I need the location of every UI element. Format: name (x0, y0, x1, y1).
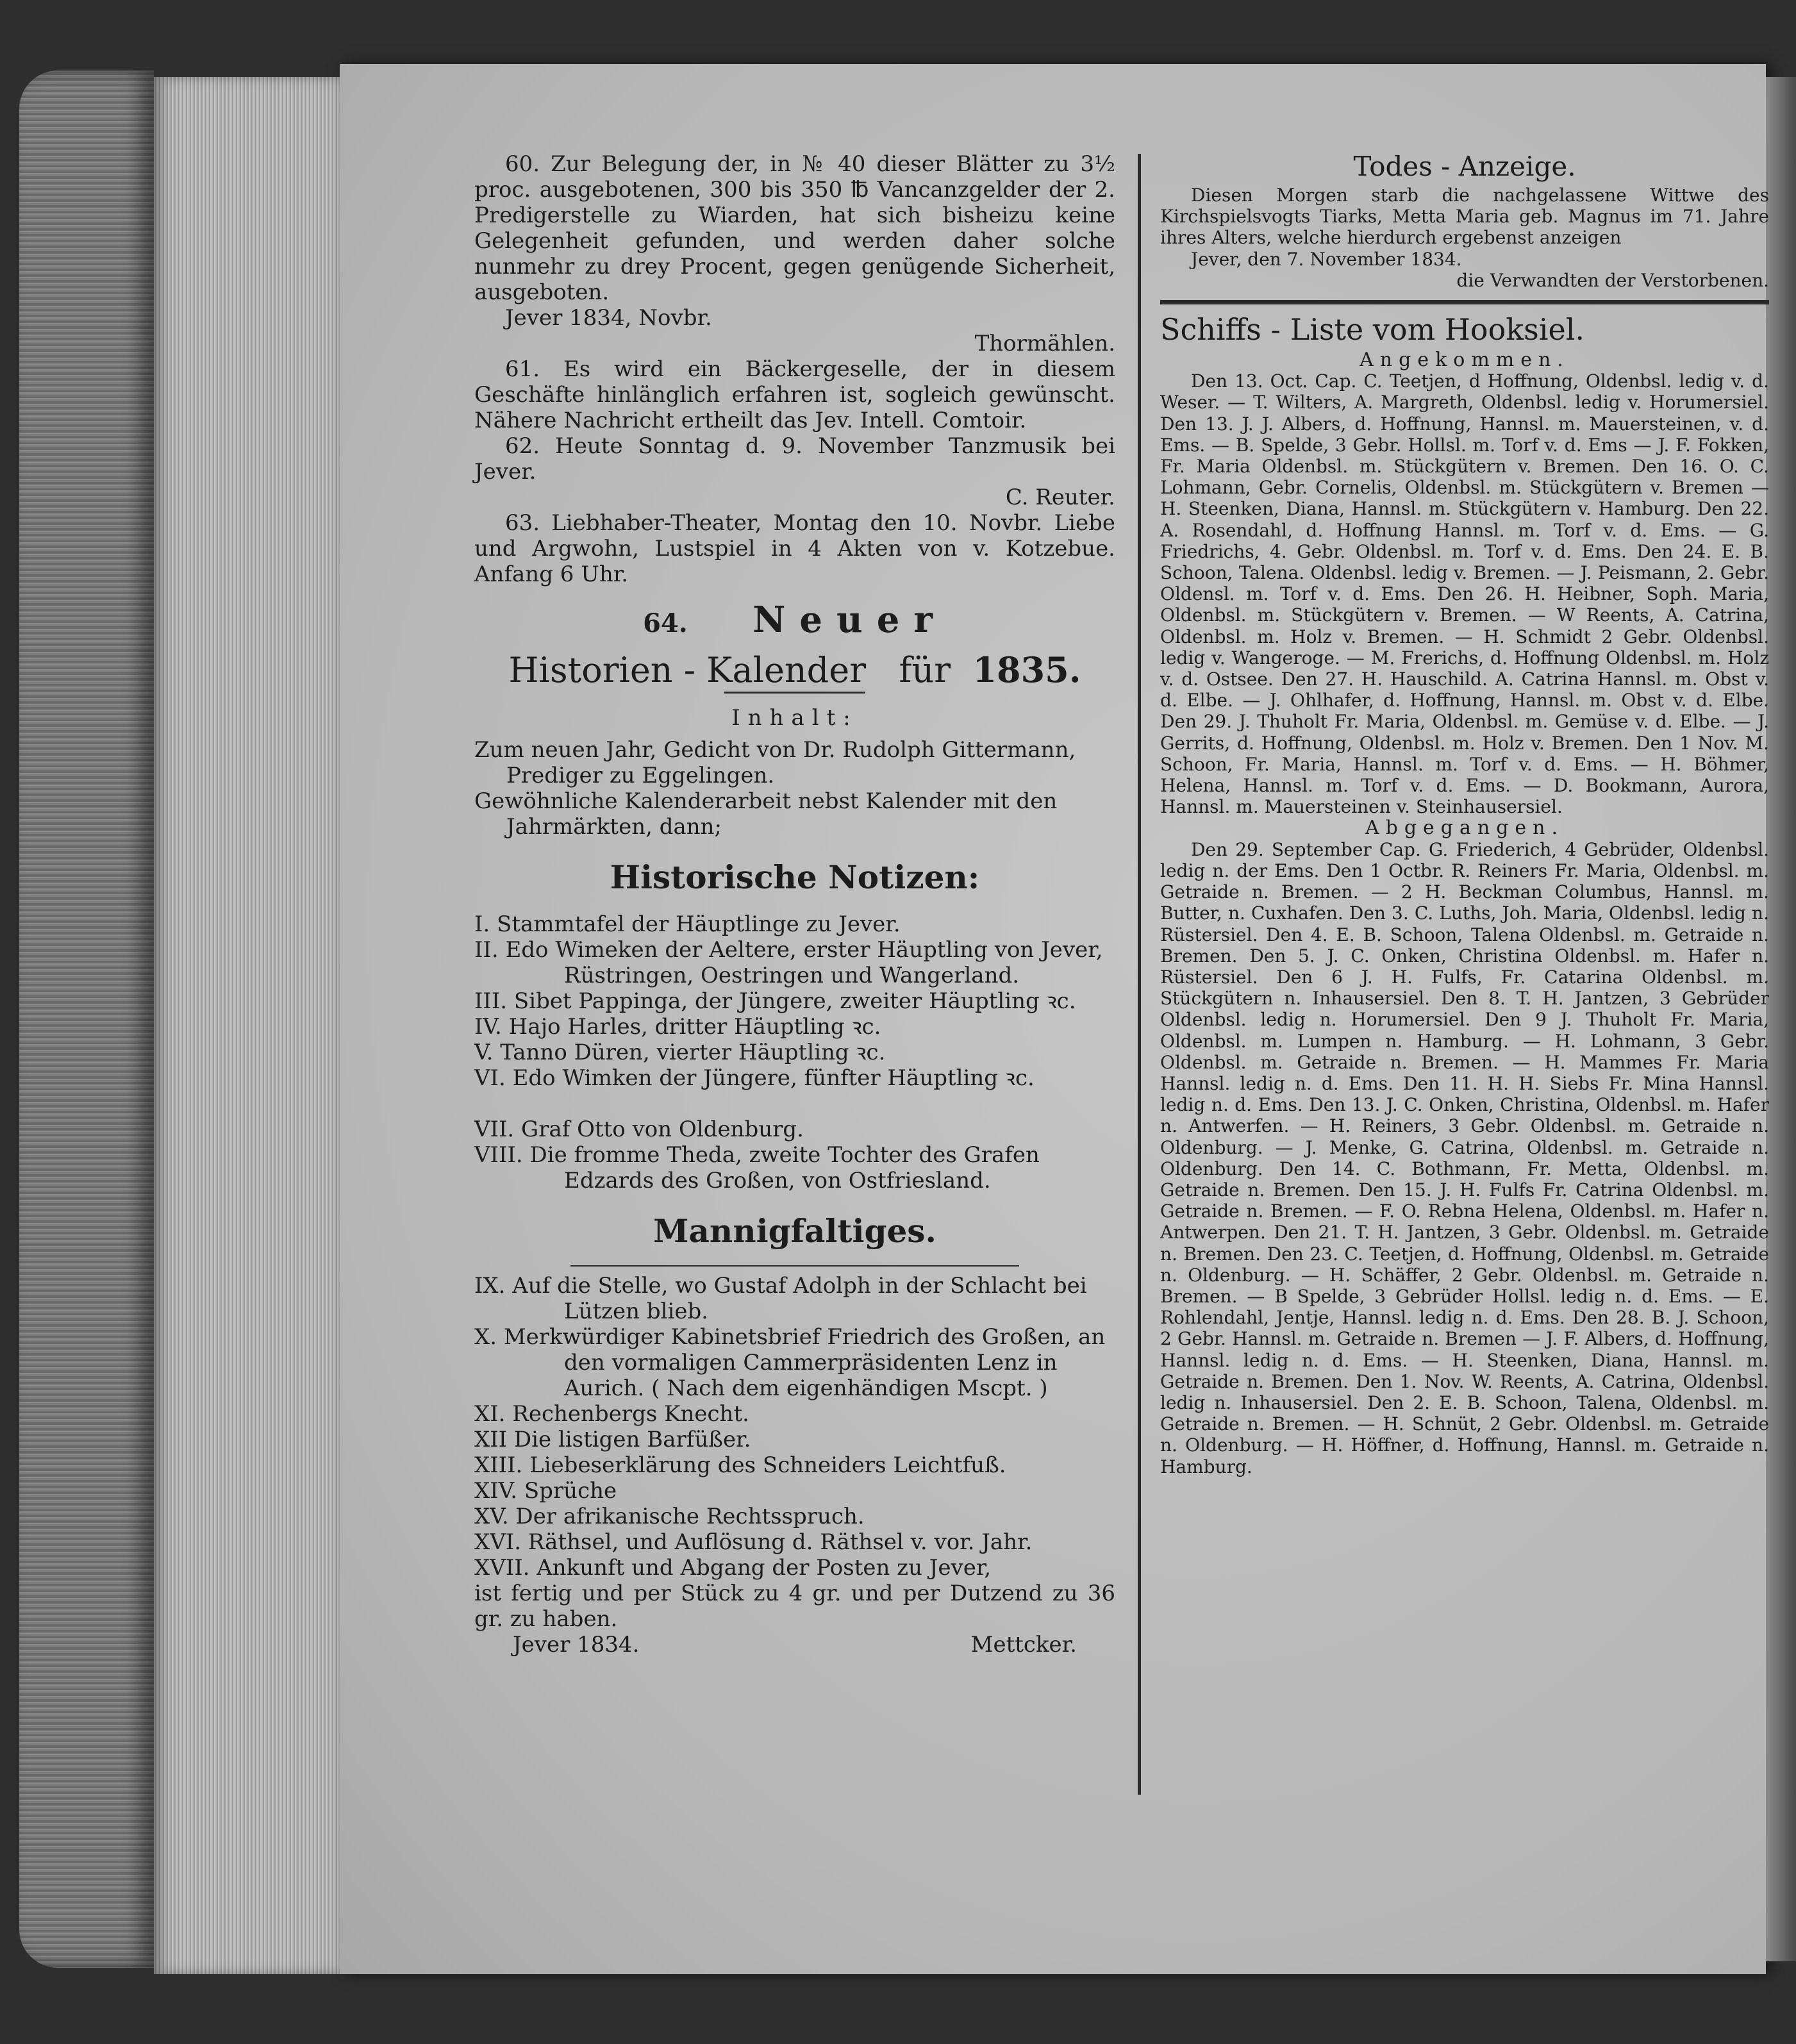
right-column (1160, 151, 1769, 1477)
closing-place: Jever 1834. (513, 1632, 640, 1658)
mannigfaltiges-item: XVII. Ankunft und Abgang der Posten zu Jever, (474, 1555, 992, 1581)
notice-64-title (474, 597, 1115, 646)
abgegangen-heading: Abgegangen. (1365, 817, 1565, 840)
abgegangen-text: Den 29. September Cap. G. Friederich, 4 Gebrüder, Oldenbsl. ledig n. der Ems. Den 1 Octbr. R. Reiners Fr. Maria, Oldenbsl. m. Getraide n. Bremen. — 2 H. Beckman Columbus, Hannsl. m. Butter, n. Cuxhafen. Den 3. C. Luths, Joh. Maria, Oldenbsl. ledig n. Rüstersiel. Den 4. E. B. Schoon, Talena Oldenbsl. m. Getraide n. Bremen. Den 5. J. C. Onken, Christina Oldenbsl. m. Hafer n. Rüstersiel. Den 6 J. H. Fulfs, Fr. Catarina Oldenbsl. m. Stückgütern n. Inhausersiel. Den 8. T. H. Jantzen, 3 Gebrüder Oldenbsl. ledig n. Horumersiel. Den 9 J. Thuholt Fr. Maria, Oldenbsl. m. Lumpen n. Hamburg. — H. Lohmann, 3 Gebr. Oldenbsl. m. Getraide n. Bremen. — H. Mammes Fr. Maria Hannsl. ledig n. d. Ems. Den 11. H. H. Siebs Fr. Mina Hannsl. ledig n. d. Ems. Den 13. J. C. Onken, Christina, Oldenbsl. m. Hafer n. Antwerfen. — H. Reiners, 3 Gebr. Oldenbsl. m. Getraide n. Oldenburg. — J. Menke, G. Catrina, Oldenbsl. m. Getraide n. Oldenburg. Den 14. C. Bothmann, Fr. Metta, Oldenbsl. m. Getraide n. Bremen. Den 15. J. H. Fulfs Fr. Catrina Oldenbsl. m. Getraide n. Bremen. — F. O. Rebna Helena, Oldenbsl. m. Hafer n. Antwerpen. Den 21. T. H. Jantzen, 3 Gebr. Oldenbsl. m. Getraide n. Bremen. Den 23. C. Teetjen, d. Hoffnung, Oldenbsl. m. Getraide n. Oldenburg. — H. Schäffer, 2 Gebr. Oldenbsl. m. Getraide n. Bremen. — B Spelde, 3 Gebrüder Hollsl. ledig n. d. Ems. — E. Rohlendahl, Jentje, Hannsl. ledig n. d. Ems. Den 28. B. J. Schoon, 2 Gebr. Hannsl. m. Getraide n. Bremen — J. F. Albers, d. Hoffnung, Hannsl. ledig n. d. Ems. — H. Steenken, Diana, Hannsl. m. Getraide n. Bremen. Den 1. Nov. W. Reents, A. Catrina, Oldenbsl. ledig n. Inhausersiel. Den 2. E. B. Schoon, Talena, Oldenbsl. m. Getraide n. Bremen. — H. Schnüt, 2 Gebr. Oldenbsl. m. Getraide n. Oldenburg. — H. Höffner, d. Hoffnung, Hannsl. m. Getraide n. Hamburg. (1160, 838, 1769, 1477)
mannigfaltiges-heading: Mannigfaltiges. (653, 1212, 936, 1250)
historische-item: V. Tanno Düren, vierter Häuptling ꝛc. (474, 1040, 886, 1065)
historische-item: VII. Graf Otto von Oldenburg. (474, 1117, 804, 1142)
mannigfaltiges-item: XII Die listigen Barfüßer. (474, 1427, 751, 1452)
closing-line (474, 1632, 1115, 1658)
historische-item: IV. Hajo Harles, dritter Häuptling ꝛc. (474, 1014, 881, 1040)
angekommen-heading: Angekommen. (1359, 349, 1570, 372)
mannigfaltiges-rule (570, 1265, 1019, 1267)
column-divider (1138, 154, 1141, 1795)
page-edges (154, 77, 340, 1974)
inhalt-item-1: Zum neuen Jahr, Gedicht von Dr. Rudolph Gittermann, Prediger zu Eggelingen. (474, 737, 1076, 788)
inhalt-item-2: Gewöhnliche Kalenderarbeit nebst Kalender mit den Jahrmärkten, dann; (474, 788, 1058, 840)
schiffs-heading: Schiffs - Liste vom Hooksiel. (1160, 312, 1585, 347)
notice-64-subtitle (474, 649, 1115, 692)
mannigfaltiges-item: IX. Auf die Stelle, wo Gustaf Adolph in der Schlacht bei Lützen blieb. (474, 1273, 1087, 1324)
todes-place: Jever, den 7. November 1834. (1191, 248, 1462, 270)
notice-64-subtitle-text: Historien - Kalender (508, 650, 867, 690)
mannigfaltiges-list (474, 1273, 1115, 1581)
inhalt-heading: Inhalt: (731, 705, 858, 731)
right-page-edge (1766, 77, 1796, 1961)
list-gap (474, 1091, 1115, 1117)
title-rule (724, 692, 865, 694)
notice-64-fuer: für (899, 650, 951, 690)
book-spine (19, 71, 154, 1968)
notice-60-signature: Thormählen. (974, 331, 1115, 356)
historische-item: I. Stammtafel der Häuptlinge zu Jever. (474, 911, 901, 937)
historische-item: VIII. Die fromme Theda, zweite Tochter des Grafen Edzards des Großen, von Ostfriesland. (474, 1142, 1040, 1193)
notice-60-place: Jever 1834, Novbr. (505, 305, 712, 331)
mannigfaltiges-item: XI. Rechenbergs Knecht. (474, 1401, 749, 1427)
mannigfaltiges-item: XIII. Liebeserklärung des Schneiders Leichtfuß. (474, 1452, 1006, 1478)
historische-list (474, 911, 1115, 1193)
mannigfaltiges-item: XV. Der afrikanische Rechtsspruch. (474, 1504, 865, 1529)
mannigfaltiges-item: XVI. Räthsel, und Auflösung d. Räthsel v. vor. Jahr. (474, 1529, 1033, 1555)
notice-62: 62. Heute Sonntag d. 9. November Tanzmusik bei Jever. (474, 433, 1115, 485)
historische-item: III. Sibet Pappinga, der Jüngere, zweiter Häuptling ꝛc. (474, 988, 1076, 1014)
todes-signature: die Verwandten der Verstorbenen. (1456, 269, 1769, 291)
notice-64-number: 64. (643, 608, 688, 638)
todes-heading: Todes - Anzeige. (1353, 151, 1576, 182)
closing-text: ist fertig und per Stück zu 4 gr. und per Dutzend zu 36 gr. zu haben. (474, 1581, 1115, 1632)
historische-item: VI. Edo Wimken der Jüngere, fünfter Häuptling ꝛc. (474, 1065, 1035, 1091)
todes-text: Diesen Morgen starb die nachgelassene Wittwe des Kirchspielsvogts Tiarks, Metta Maria geb. Magnus im 71. Jahre ihres Alters, welche hierdurch ergebenst anzeigen (1160, 185, 1769, 249)
mannigfaltiges-item: XIV. Sprüche (474, 1478, 617, 1504)
notice-63: 63. Liebhaber-Theater, Montag den 10. Novbr. Liebe und Argwohn, Lustspiel in 4 Akten von v. Kotzebue. Anfang 6 Uhr. (474, 510, 1115, 587)
historische-heading: Historische Notizen: (610, 858, 980, 896)
left-column (474, 151, 1115, 1658)
closing-signature: Mettcker. (970, 1632, 1077, 1658)
section-rule (1160, 300, 1769, 304)
notice-62-signature: C. Reuter. (1005, 485, 1115, 510)
historische-item: II. Edo Wimeken der Aeltere, erster Häuptling von Jever, Rüstringen, Oestringen und Wangerland. (474, 937, 1103, 988)
notice-61: 61. Es wird ein Bäckergeselle, der in diesem Geschäfte hinlänglich erfahren ist, sogleich gewünscht. Nähere Nachricht ertheilt das Jev. Intell. Comtoir. (474, 356, 1115, 433)
angekommen-text: Den 13. Oct. Cap. C. Teetjen, d Hoffnung, Oldenbsl. ledig v. d. Weser. — T. Wilters, A. Margreth, Oldenbsl. ledig v. Horumersiel. Den 13. J. J. Albers, d. Hoffnung, Hannsl. m. Mauersteinen, v. d. Ems. — B. Spelde, 3 Gebr. Hollsl. m. Torf v. d. Ems — J. F. Fokken, Fr. Maria Oldenbsl. m. Stückgütern v. Bremen. Den 16. O. C. Lohmann, Gebr. Cornelis, Oldenbsl. m. Stückgütern v. Bremen — H. Steenken, Diana, Hannsl. m. Stückgütern v. Hamburg. Den 22. A. Rosendahl, d. Hoffnung Hannsl. m. Torf v. d. Ems. — G. Friedrichs, 4. Gebr. Oldenbsl. m. Torf v. d. Ems. Den 24. E. B. Schoon, Talena. Oldenbsl. ledig v. Bremen. — J. Peismann, 2. Gebr. Oldensl. m. Torf v. d. Ems. Den 26. H. Heibner, Soph. Maria, Oldenbsl. m. Stückgütern v. Bremen. — W Reents, A. Catrina, Oldenbsl. m. Holz v. Bremen. — H. Schmidt 2 Gebr. Oldenbsl. ledig v. Wangeroge. — M. Frerichs, d. Hoffnung Oldenbsl. m. Holz v. d. Ostsee. Den 27. H. Hauschild. A. Catrina Hannsl. m. Obst v. d. Elbe. — J. Ohlhafer, d. Hoffnung, Hannsl. m. Obst v. d. Elbe. Den 29. J. Thuholt Fr. Maria, Oldenbsl. m. Gemüse v. d. Elbe. — J. Gerrits, d. Hoffnung, Oldenbsl. m. Holz v. Bremen. Den 1 Nov. M. Schoon, Fr. Maria, Hannsl. m. Torf v. d. Ems. — H. Böhmer, Helena, Hannsl. m. Torf v. d. Ems. — D. Bookmann, Aurora, Hannsl. m. Mauersteinen v. Steinhausersiel. (1160, 370, 1769, 818)
notice-64-word: Neuer (752, 599, 947, 641)
notice-60: 60. Zur Belegung der, in № 40 dieser Blätter zu 3½ proc. ausgebotenen, 300 bis 350 ℔ Vancanzgelder der 2. Predigerstelle zu Wiarden, hat sich bisheizu keine Gelegenheit gefunden, und werden daher solche nunmehr zu drey Procent, gegen genügende Sicherheit, ausgeboten. (474, 151, 1115, 305)
notice-64-year: 1835. (972, 649, 1081, 690)
mannigfaltiges-item: X. Merkwürdiger Kabinetsbrief Friedrich des Großen, an den vormaligen Cammerpräsidenten Lenz in Aurich. ( Nach dem eigenhändigen Mscpt. ) (474, 1324, 1106, 1401)
